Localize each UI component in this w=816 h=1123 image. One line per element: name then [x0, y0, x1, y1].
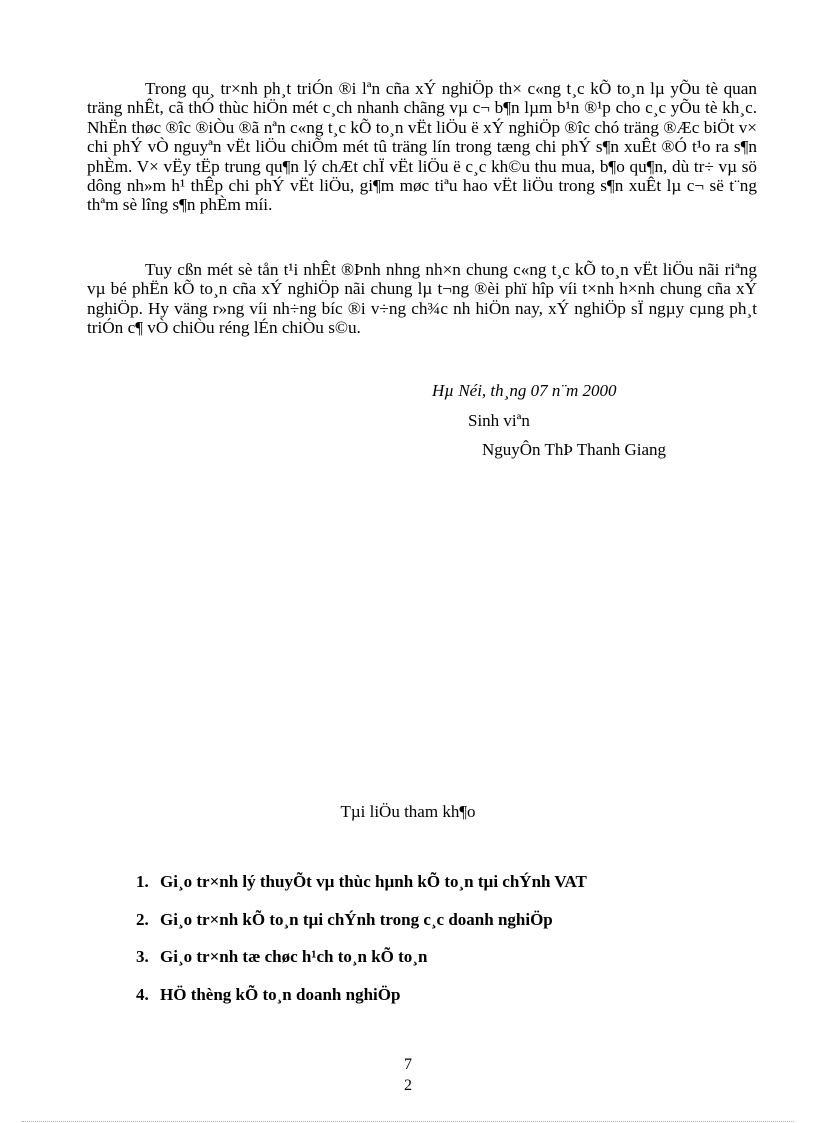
signature-date: Hµ Néi, th¸ng 07 n¨m 2000 [432, 381, 617, 400]
reference-number: 4. [136, 984, 149, 1004]
paragraph-1-text: Trong qu¸ tr×nh ph¸t triÓn ®i lªn cña xÝ nghiÖp th× c«ng t¸c kÕ to¸n lµ yÕu tè quan träng nhÊt, cã thÓ thùc hiÖn mét c¸ch nhanh chãng vµ c¬ b¶n lµm b¹n ®¹p cho c¸c yÕu tè kh¸c. NhËn thøc ®îc ®iÒu ®ã nªn c«ng t¸c kÕ to¸n vËt liÖu ë xÝ nghiÖp ®îc chó träng ®Æc biÖt v× chi phÝ vÒ nguyªn vËt liÖu chiÕm mét tû träng lín trong tæng chi phÝ s¶n xuÊt ®Ó t¹o ra s¶n phÈm. V× vËy tËp trung qu¶n lý chÆt chÏ vËt liÖu ë c¸c kh©u thu mua, b¶o qu¶n, dù tr÷ vµ sö dông nh»m h¹ thÊp chi phÝ vËt liÖu, gi¶m møc tiªu hao vËt liÖu trong s¶n xuÊt lµ c¬ së t¨ng thªm sè lîng s¶n phÈm míi. [87, 79, 757, 215]
reference-number: 2. [136, 909, 149, 929]
references-heading: Tµi liÖu tham kh¶o [340, 802, 476, 821]
page-bottom-divider [22, 1121, 794, 1122]
signature-name: NguyÔn ThÞ Thanh Giang [482, 440, 667, 459]
reference-number: 1. [136, 872, 149, 891]
signature-title: Sinh viªn [468, 411, 530, 430]
body-paragraph-2 [87, 260, 757, 338]
reference-text: Gi¸o tr×nh tæ chøc h¹ch to¸n kÕ to¸n [160, 947, 428, 966]
reference-number: 3. [136, 947, 149, 966]
references-list [136, 872, 587, 1022]
reference-item [136, 910, 587, 948]
reference-item [136, 985, 587, 1023]
page-number-line-1: 7 [404, 1056, 412, 1073]
reference-text: HÖ thèng kÕ to¸n doanh nghiÖp [160, 984, 401, 1004]
paragraph-2-text: Tuy cßn mét sè tån t¹i nhÊt ®Þnh nhng nh×n chung c«ng t¸c kÕ to¸n vËt liÖu nãi riªng vµ bé phËn kÕ to¸n cña xÝ nghiÖp nãi chung lµ t¬ng ®èi phï hîp víi t×nh h×nh chung cña xÝ nghiÖp. Hy väng r»ng víi nh÷ng bíc ®i v÷ng ch¾c nh hiÖn nay, xÝ nghiÖp sÏ ngµy cµng ph¸t triÓn c¶ vÒ chiÒu réng lÉn chiÒu s©u. [87, 260, 757, 338]
reference-item [136, 872, 587, 910]
reference-text: Gi¸o tr×nh kÕ to¸n tµi chÝnh trong c¸c doanh nghiÖp [160, 909, 553, 929]
page-number-line-2: 2 [404, 1077, 412, 1094]
reference-item [136, 947, 587, 985]
body-paragraph-1 [87, 79, 757, 215]
reference-text: Gi¸o tr×nh lý thuyÕt vµ thùc hµnh kÕ to¸n tµi chÝnh VAT [160, 872, 587, 891]
